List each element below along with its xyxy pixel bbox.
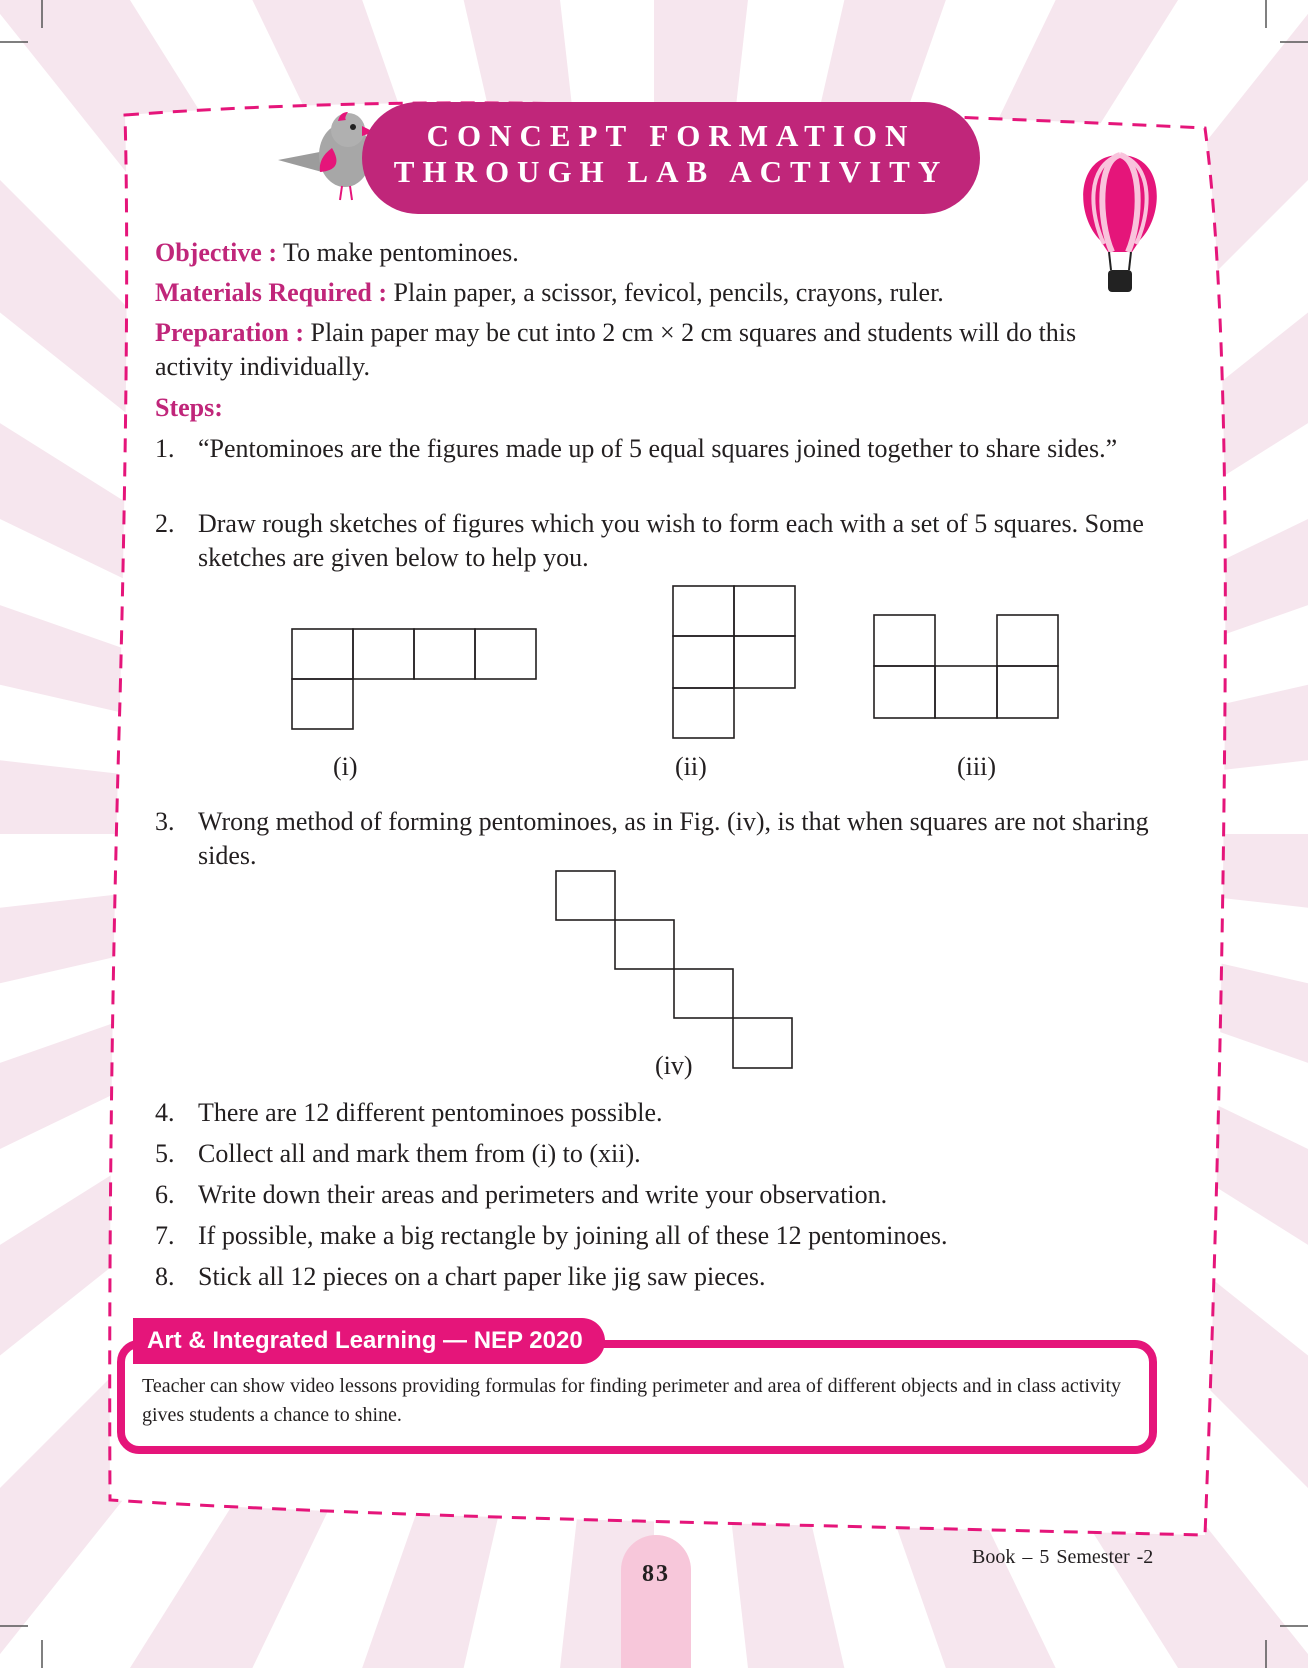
steps-heading: Steps:: [155, 393, 223, 422]
step-item: [155, 805, 1205, 873]
step-text: Wrong method of forming pentominoes, as in Fig. (iv), is that when squares are not sharing sides.: [198, 807, 1149, 870]
step-number: 4.: [155, 1098, 175, 1127]
step-number: 2.: [155, 509, 175, 538]
step-item: [155, 1260, 1205, 1294]
materials-text: Plain paper, a scissor, fevicol, pencils, crayons, ruler.: [393, 278, 944, 307]
preparation-continued: activity individually.: [155, 352, 370, 381]
step-text: There are 12 different pentominoes possible.: [198, 1098, 663, 1127]
book-semester-label: Book – 5 Semester -2: [972, 1546, 1154, 1568]
art-integrated-text: Teacher can show video lessons providing formulas for finding perimeter and area of different objects and in class activity gives students a chance to shine.: [142, 1375, 1122, 1426]
objective-label: Objective :: [155, 238, 278, 267]
step-item: [155, 1219, 1205, 1253]
header-title-line1: CONCEPT FORMATION: [426, 118, 916, 153]
page-number: 83: [642, 1561, 670, 1587]
preparation-line: [155, 316, 1076, 350]
step-text: If possible, make a big rectangle by joining all of these 12 pentominoes.: [198, 1221, 948, 1250]
step-text: Write down their areas and perimeters and write your observation.: [198, 1180, 888, 1209]
step-number: 3.: [155, 807, 175, 836]
step-text: Stick all 12 pieces on a chart paper like jig saw pieces.: [198, 1262, 766, 1291]
preparation-label: Preparation :: [155, 318, 304, 347]
figure-caption-ii: (ii): [675, 752, 707, 781]
step-number: 8.: [155, 1262, 175, 1291]
objective-text: To make pentominoes.: [283, 238, 519, 267]
step-item: [155, 1096, 1205, 1130]
materials-label: Materials Required :: [155, 278, 388, 307]
step-item: [155, 1178, 1205, 1212]
art-integrated-tag: Art & Integrated Learning — NEP 2020: [133, 1318, 605, 1364]
step-number: 5.: [155, 1139, 175, 1168]
step-number: 1.: [155, 434, 175, 463]
materials-line: [155, 276, 944, 310]
preparation-text: Plain paper may be cut into 2 cm × 2 cm squares and students will do this: [310, 318, 1077, 347]
step-number: 7.: [155, 1221, 175, 1250]
figure-caption-iv: (iv): [655, 1051, 693, 1080]
figure-caption-i: (i): [333, 752, 358, 781]
step-item: [155, 507, 1205, 575]
header-title-line2: THROUGH LAB ACTIVITY: [393, 154, 949, 189]
step-item: [155, 1137, 1205, 1171]
objective-line: [155, 236, 519, 270]
step-text: Collect all and mark them from (i) to (xii).: [198, 1139, 641, 1168]
page-number-tab: [621, 1535, 691, 1668]
step-number: 6.: [155, 1180, 175, 1209]
step-text: Draw rough sketches of figures which you wish to form each with a set of 5 squares. Some sketches are given below to help you.: [198, 509, 1144, 572]
header-banner: [362, 102, 980, 214]
figure-caption-iii: (iii): [957, 752, 996, 781]
step-text: “Pentominoes are the figures made up of 5 equal squares joined together to share sides.”: [198, 434, 1118, 463]
step-item: [155, 432, 1205, 466]
